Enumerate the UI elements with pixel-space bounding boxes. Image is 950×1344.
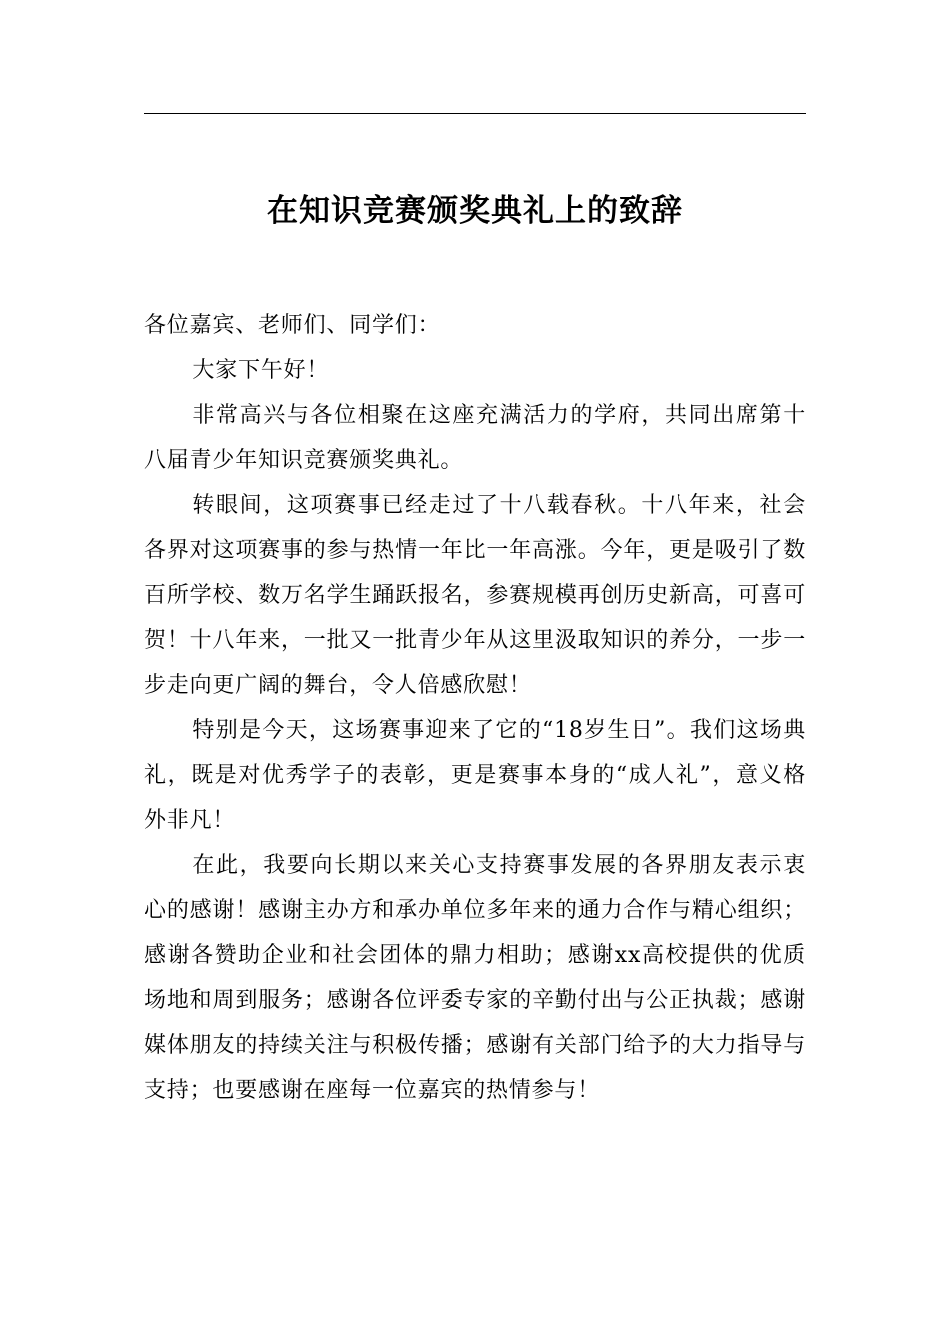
paragraph-history: 转眼间，这项赛事已经走过了十八载春秋。十八年来，社会各界对这项赛事的参与热情一年比一年高涨。今年，更是吸引了数百所学校、数万名学生踊跃报名，参赛规模再创历史新高，可喜可贺！十八年来，一批又一批青少年从这里汲取知识的养分，一步一步走向更广阔的舞台，令人倍感欣慰！ [144,493,806,698]
paragraph-thanks: 在此，我要向长期以来关心支持赛事发展的各界朋友表示衷心的感谢！感谢主办方和承办单位多年来的通力合作与精心组织；感谢各赞助企业和社会团体的鼎力相助；感谢xx高校提供的优质场地和周到服务；感谢各位评委专家的辛勤付出与公正执裁；感谢媒体朋友的持续关注与积极传播；感谢有关部门给予的大力指导与支持；也要感谢在座每一位嘉宾的热情参与！ [144,853,806,1103]
document-title: 在知识竞赛颁奖典礼上的致辞 [267,193,683,229]
document-body [144,303,806,1113]
paragraph-greeting: 大家下午好！ [192,358,330,383]
salutation: 各位嘉宾、老师们、同学们： [144,313,441,338]
paragraph-opening: 非常高兴与各位相聚在这座充满活力的学府，共同出席第十八届青少年知识竞赛颁奖典礼。 [144,403,806,473]
paragraph-anniversary: 特别是今天，这场赛事迎来了它的“18岁生日”。我们这场典礼，既是对优秀学子的表彰，更是赛事本身的“成人礼”，意义格外非凡！ [144,718,806,833]
header-rule [144,113,806,114]
